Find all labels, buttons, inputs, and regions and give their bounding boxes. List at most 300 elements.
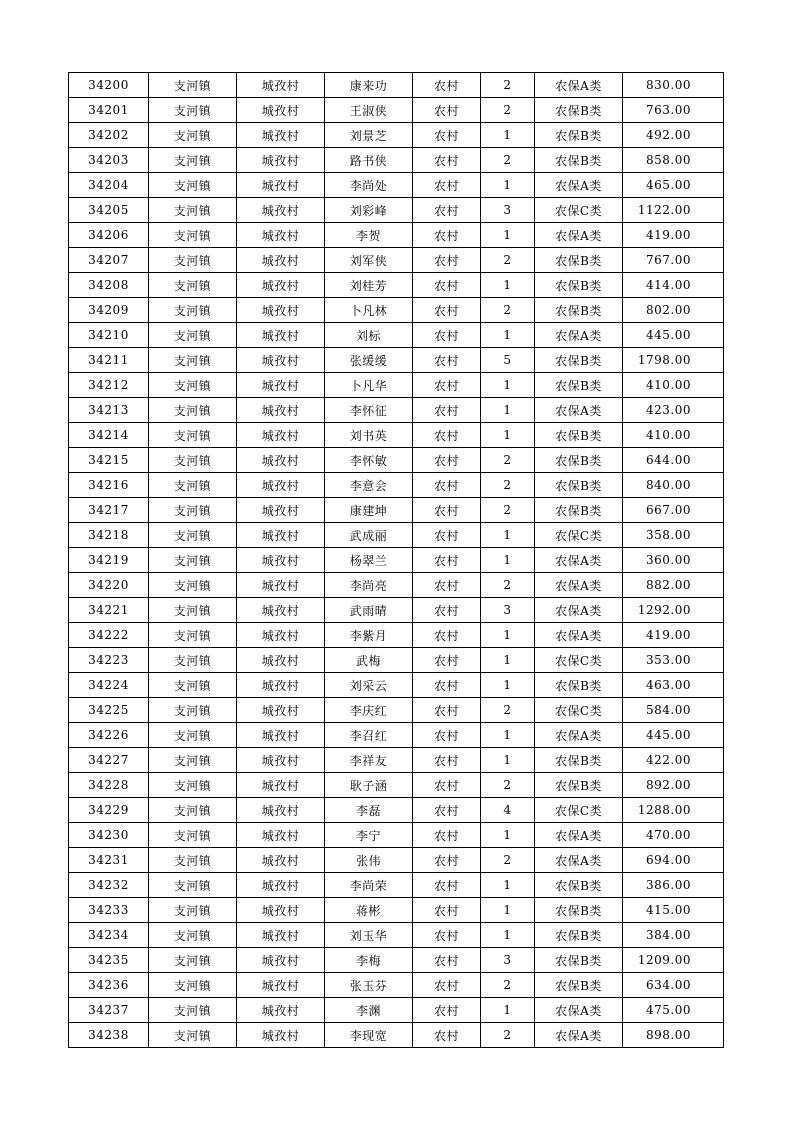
cell-town: 支河镇 — [149, 873, 237, 898]
cell-town: 支河镇 — [149, 723, 237, 748]
cell-record-id: 34223 — [69, 648, 149, 673]
cell-residence-type: 农村 — [413, 148, 481, 173]
cell-person-name: 李祥友 — [325, 748, 413, 773]
cell-record-id: 34220 — [69, 573, 149, 598]
cell-town: 支河镇 — [149, 98, 237, 123]
cell-residence-type: 农村 — [413, 998, 481, 1023]
cell-residence-type: 农村 — [413, 273, 481, 298]
cell-person-name: 刘彩峰 — [325, 198, 413, 223]
cell-residence-type: 农村 — [413, 73, 481, 98]
cell-residence-type: 农村 — [413, 373, 481, 398]
cell-household-count: 2 — [481, 973, 535, 998]
cell-record-id: 34228 — [69, 773, 149, 798]
table-row — [69, 848, 724, 873]
cell-insurance-class: 农保A类 — [535, 573, 623, 598]
cell-insurance-class: 农保B类 — [535, 348, 623, 373]
cell-amount: 584.00 — [623, 698, 724, 723]
cell-insurance-class: 农保A类 — [535, 223, 623, 248]
cell-village: 城孜村 — [237, 748, 325, 773]
cell-person-name: 武雨晴 — [325, 598, 413, 623]
cell-insurance-class: 农保A类 — [535, 1023, 623, 1048]
cell-record-id: 34230 — [69, 823, 149, 848]
cell-insurance-class: 农保C类 — [535, 523, 623, 548]
cell-insurance-class: 农保A类 — [535, 548, 623, 573]
table-row — [69, 348, 724, 373]
cell-town: 支河镇 — [149, 373, 237, 398]
cell-town: 支河镇 — [149, 548, 237, 573]
cell-person-name: 张缓缓 — [325, 348, 413, 373]
cell-town: 支河镇 — [149, 448, 237, 473]
cell-insurance-class: 农保C类 — [535, 698, 623, 723]
cell-person-name: 李渊 — [325, 998, 413, 1023]
cell-residence-type: 农村 — [413, 348, 481, 373]
cell-person-name: 刘标 — [325, 323, 413, 348]
cell-residence-type: 农村 — [413, 723, 481, 748]
cell-residence-type: 农村 — [413, 798, 481, 823]
cell-insurance-class: 农保B类 — [535, 773, 623, 798]
cell-record-id: 34203 — [69, 148, 149, 173]
table-row — [69, 748, 724, 773]
cell-household-count: 2 — [481, 698, 535, 723]
cell-person-name: 刘桂芳 — [325, 273, 413, 298]
cell-village: 城孜村 — [237, 298, 325, 323]
cell-record-id: 34235 — [69, 948, 149, 973]
cell-household-count: 2 — [481, 848, 535, 873]
cell-person-name: 刘景芝 — [325, 123, 413, 148]
cell-household-count: 1 — [481, 748, 535, 773]
cell-town: 支河镇 — [149, 773, 237, 798]
cell-town: 支河镇 — [149, 323, 237, 348]
cell-town: 支河镇 — [149, 173, 237, 198]
cell-town: 支河镇 — [149, 798, 237, 823]
cell-residence-type: 农村 — [413, 523, 481, 548]
cell-record-id: 34212 — [69, 373, 149, 398]
cell-village: 城孜村 — [237, 448, 325, 473]
cell-amount: 492.00 — [623, 123, 724, 148]
cell-village: 城孜村 — [237, 523, 325, 548]
cell-town: 支河镇 — [149, 73, 237, 98]
cell-person-name: 李尚处 — [325, 173, 413, 198]
cell-insurance-class: 农保B类 — [535, 748, 623, 773]
cell-record-id: 34219 — [69, 548, 149, 573]
cell-village: 城孜村 — [237, 73, 325, 98]
cell-town: 支河镇 — [149, 623, 237, 648]
cell-insurance-class: 农保B类 — [535, 498, 623, 523]
cell-amount: 465.00 — [623, 173, 724, 198]
cell-amount: 419.00 — [623, 223, 724, 248]
cell-amount: 898.00 — [623, 1023, 724, 1048]
cell-village: 城孜村 — [237, 273, 325, 298]
cell-person-name: 杨翠兰 — [325, 548, 413, 573]
cell-household-count: 1 — [481, 673, 535, 698]
cell-residence-type: 农村 — [413, 623, 481, 648]
cell-person-name: 康建坤 — [325, 498, 413, 523]
table-row — [69, 73, 724, 98]
cell-record-id: 34222 — [69, 623, 149, 648]
cell-town: 支河镇 — [149, 248, 237, 273]
cell-town: 支河镇 — [149, 673, 237, 698]
cell-residence-type: 农村 — [413, 898, 481, 923]
cell-village: 城孜村 — [237, 423, 325, 448]
table-row — [69, 448, 724, 473]
table-row — [69, 723, 724, 748]
cell-person-name: 耿子涵 — [325, 773, 413, 798]
cell-household-count: 1 — [481, 398, 535, 423]
cell-amount: 1292.00 — [623, 598, 724, 623]
cell-residence-type: 农村 — [413, 698, 481, 723]
table-row — [69, 998, 724, 1023]
cell-person-name: 李召红 — [325, 723, 413, 748]
cell-insurance-class: 农保A类 — [535, 173, 623, 198]
cell-record-id: 34224 — [69, 673, 149, 698]
cell-amount: 644.00 — [623, 448, 724, 473]
table-row — [69, 773, 724, 798]
cell-amount: 360.00 — [623, 548, 724, 573]
cell-household-count: 1 — [481, 423, 535, 448]
cell-record-id: 34216 — [69, 473, 149, 498]
cell-residence-type: 农村 — [413, 98, 481, 123]
cell-record-id: 34234 — [69, 923, 149, 948]
cell-person-name: 李尚荣 — [325, 873, 413, 898]
cell-town: 支河镇 — [149, 473, 237, 498]
cell-amount: 445.00 — [623, 323, 724, 348]
cell-insurance-class: 农保A类 — [535, 823, 623, 848]
cell-person-name: 武成丽 — [325, 523, 413, 548]
cell-town: 支河镇 — [149, 148, 237, 173]
cell-household-count: 2 — [481, 148, 535, 173]
cell-record-id: 34217 — [69, 498, 149, 523]
cell-person-name: 李现宽 — [325, 1023, 413, 1048]
cell-insurance-class: 农保B类 — [535, 298, 623, 323]
cell-person-name: 李梅 — [325, 948, 413, 973]
cell-household-count: 1 — [481, 623, 535, 648]
cell-household-count: 2 — [481, 473, 535, 498]
table-row — [69, 273, 724, 298]
cell-insurance-class: 农保C类 — [535, 798, 623, 823]
cell-household-count: 4 — [481, 798, 535, 823]
cell-household-count: 2 — [481, 448, 535, 473]
cell-insurance-class: 农保B类 — [535, 123, 623, 148]
cell-record-id: 34202 — [69, 123, 149, 148]
cell-person-name: 武梅 — [325, 648, 413, 673]
cell-record-id: 34229 — [69, 798, 149, 823]
cell-record-id: 34232 — [69, 873, 149, 898]
cell-town: 支河镇 — [149, 523, 237, 548]
cell-insurance-class: 农保A类 — [535, 848, 623, 873]
cell-insurance-class: 农保B类 — [535, 873, 623, 898]
table-row — [69, 248, 724, 273]
cell-residence-type: 农村 — [413, 823, 481, 848]
cell-insurance-class: 农保C类 — [535, 198, 623, 223]
table-row — [69, 473, 724, 498]
table-row — [69, 498, 724, 523]
cell-person-name: 卜凡林 — [325, 298, 413, 323]
table-row — [69, 373, 724, 398]
cell-insurance-class: 农保A类 — [535, 73, 623, 98]
cell-town: 支河镇 — [149, 998, 237, 1023]
cell-person-name: 刘采云 — [325, 673, 413, 698]
cell-town: 支河镇 — [149, 398, 237, 423]
cell-insurance-class: 农保C类 — [535, 648, 623, 673]
cell-village: 城孜村 — [237, 598, 325, 623]
cell-amount: 634.00 — [623, 973, 724, 998]
cell-village: 城孜村 — [237, 648, 325, 673]
cell-household-count: 3 — [481, 598, 535, 623]
cell-record-id: 34218 — [69, 523, 149, 548]
cell-record-id: 34236 — [69, 973, 149, 998]
cell-person-name: 李尚亮 — [325, 573, 413, 598]
cell-town: 支河镇 — [149, 923, 237, 948]
cell-household-count: 1 — [481, 273, 535, 298]
cell-person-name: 李怀敏 — [325, 448, 413, 473]
cell-amount: 445.00 — [623, 723, 724, 748]
cell-insurance-class: 农保A类 — [535, 323, 623, 348]
cell-insurance-class: 农保B类 — [535, 673, 623, 698]
table-row — [69, 948, 724, 973]
cell-household-count: 1 — [481, 898, 535, 923]
cell-residence-type: 农村 — [413, 298, 481, 323]
cell-person-name: 李紫月 — [325, 623, 413, 648]
table-row — [69, 698, 724, 723]
cell-amount: 767.00 — [623, 248, 724, 273]
cell-person-name: 李磊 — [325, 798, 413, 823]
cell-residence-type: 农村 — [413, 648, 481, 673]
cell-record-id: 34226 — [69, 723, 149, 748]
table-row — [69, 673, 724, 698]
cell-residence-type: 农村 — [413, 973, 481, 998]
table-row — [69, 223, 724, 248]
cell-amount: 667.00 — [623, 498, 724, 523]
table-row — [69, 173, 724, 198]
cell-town: 支河镇 — [149, 198, 237, 223]
cell-town: 支河镇 — [149, 598, 237, 623]
cell-town: 支河镇 — [149, 973, 237, 998]
cell-village: 城孜村 — [237, 348, 325, 373]
cell-household-count: 1 — [481, 873, 535, 898]
cell-household-count: 1 — [481, 998, 535, 1023]
cell-record-id: 34211 — [69, 348, 149, 373]
cell-village: 城孜村 — [237, 973, 325, 998]
table-row — [69, 148, 724, 173]
cell-town: 支河镇 — [149, 423, 237, 448]
cell-amount: 892.00 — [623, 773, 724, 798]
cell-residence-type: 农村 — [413, 873, 481, 898]
table-row — [69, 898, 724, 923]
cell-insurance-class: 农保B类 — [535, 973, 623, 998]
cell-record-id: 34205 — [69, 198, 149, 223]
cell-insurance-class: 农保B类 — [535, 948, 623, 973]
cell-residence-type: 农村 — [413, 223, 481, 248]
table-row — [69, 973, 724, 998]
table-row — [69, 823, 724, 848]
cell-village: 城孜村 — [237, 798, 325, 823]
cell-village: 城孜村 — [237, 898, 325, 923]
cell-town: 支河镇 — [149, 898, 237, 923]
cell-person-name: 康来功 — [325, 73, 413, 98]
cell-residence-type: 农村 — [413, 423, 481, 448]
cell-record-id: 34204 — [69, 173, 149, 198]
cell-amount: 470.00 — [623, 823, 724, 848]
cell-record-id: 34213 — [69, 398, 149, 423]
cell-household-count: 2 — [481, 98, 535, 123]
cell-village: 城孜村 — [237, 148, 325, 173]
cell-amount: 422.00 — [623, 748, 724, 773]
cell-residence-type: 农村 — [413, 948, 481, 973]
cell-amount: 463.00 — [623, 673, 724, 698]
cell-residence-type: 农村 — [413, 598, 481, 623]
table-row — [69, 398, 724, 423]
cell-person-name: 李怀征 — [325, 398, 413, 423]
cell-amount: 882.00 — [623, 573, 724, 598]
cell-village: 城孜村 — [237, 398, 325, 423]
cell-amount: 763.00 — [623, 98, 724, 123]
table-row — [69, 198, 724, 223]
records-table-body — [69, 73, 724, 1048]
cell-village: 城孜村 — [237, 773, 325, 798]
cell-village: 城孜村 — [237, 823, 325, 848]
cell-residence-type: 农村 — [413, 748, 481, 773]
cell-record-id: 34225 — [69, 698, 149, 723]
cell-person-name: 李庆红 — [325, 698, 413, 723]
cell-record-id: 34227 — [69, 748, 149, 773]
cell-record-id: 34221 — [69, 598, 149, 623]
cell-record-id: 34214 — [69, 423, 149, 448]
cell-household-count: 1 — [481, 223, 535, 248]
cell-residence-type: 农村 — [413, 173, 481, 198]
table-row — [69, 423, 724, 448]
cell-village: 城孜村 — [237, 723, 325, 748]
cell-record-id: 34237 — [69, 998, 149, 1023]
cell-amount: 410.00 — [623, 373, 724, 398]
table-row — [69, 323, 724, 348]
cell-person-name: 张玉芬 — [325, 973, 413, 998]
cell-record-id: 34233 — [69, 898, 149, 923]
cell-insurance-class: 农保A类 — [535, 598, 623, 623]
cell-town: 支河镇 — [149, 273, 237, 298]
cell-amount: 1122.00 — [623, 198, 724, 223]
table-row — [69, 98, 724, 123]
cell-village: 城孜村 — [237, 923, 325, 948]
table-row — [69, 298, 724, 323]
cell-village: 城孜村 — [237, 873, 325, 898]
table-row — [69, 573, 724, 598]
cell-residence-type: 农村 — [413, 198, 481, 223]
cell-record-id: 34209 — [69, 298, 149, 323]
cell-amount: 423.00 — [623, 398, 724, 423]
cell-household-count: 5 — [481, 348, 535, 373]
table-row — [69, 623, 724, 648]
cell-village: 城孜村 — [237, 998, 325, 1023]
cell-household-count: 1 — [481, 923, 535, 948]
cell-residence-type: 农村 — [413, 1023, 481, 1048]
cell-residence-type: 农村 — [413, 398, 481, 423]
cell-village: 城孜村 — [237, 848, 325, 873]
cell-village: 城孜村 — [237, 548, 325, 573]
cell-household-count: 3 — [481, 198, 535, 223]
table-row — [69, 598, 724, 623]
cell-village: 城孜村 — [237, 373, 325, 398]
cell-amount: 830.00 — [623, 73, 724, 98]
cell-amount: 694.00 — [623, 848, 724, 873]
cell-household-count: 1 — [481, 123, 535, 148]
cell-person-name: 张伟 — [325, 848, 413, 873]
cell-insurance-class: 农保B类 — [535, 448, 623, 473]
cell-town: 支河镇 — [149, 1023, 237, 1048]
cell-amount: 475.00 — [623, 998, 724, 1023]
cell-household-count: 1 — [481, 823, 535, 848]
cell-town: 支河镇 — [149, 223, 237, 248]
cell-residence-type: 农村 — [413, 323, 481, 348]
cell-person-name: 刘书英 — [325, 423, 413, 448]
cell-village: 城孜村 — [237, 173, 325, 198]
cell-household-count: 1 — [481, 323, 535, 348]
cell-residence-type: 农村 — [413, 923, 481, 948]
cell-record-id: 34207 — [69, 248, 149, 273]
cell-village: 城孜村 — [237, 323, 325, 348]
cell-village: 城孜村 — [237, 248, 325, 273]
cell-village: 城孜村 — [237, 123, 325, 148]
cell-amount: 384.00 — [623, 923, 724, 948]
records-table — [68, 72, 724, 1048]
cell-village: 城孜村 — [237, 673, 325, 698]
cell-household-count: 2 — [481, 298, 535, 323]
cell-insurance-class: 农保B类 — [535, 248, 623, 273]
cell-town: 支河镇 — [149, 698, 237, 723]
table-row — [69, 548, 724, 573]
cell-residence-type: 农村 — [413, 773, 481, 798]
cell-insurance-class: 农保B类 — [535, 98, 623, 123]
cell-household-count: 2 — [481, 1023, 535, 1048]
table-row — [69, 923, 724, 948]
cell-insurance-class: 农保B类 — [535, 148, 623, 173]
cell-amount: 1209.00 — [623, 948, 724, 973]
cell-residence-type: 农村 — [413, 573, 481, 598]
cell-village: 城孜村 — [237, 223, 325, 248]
cell-household-count: 2 — [481, 73, 535, 98]
cell-amount: 840.00 — [623, 473, 724, 498]
cell-village: 城孜村 — [237, 573, 325, 598]
cell-residence-type: 农村 — [413, 448, 481, 473]
cell-residence-type: 农村 — [413, 123, 481, 148]
cell-residence-type: 农村 — [413, 673, 481, 698]
table-row — [69, 1023, 724, 1048]
cell-town: 支河镇 — [149, 648, 237, 673]
cell-record-id: 34208 — [69, 273, 149, 298]
cell-household-count: 1 — [481, 723, 535, 748]
cell-amount: 358.00 — [623, 523, 724, 548]
cell-amount: 353.00 — [623, 648, 724, 673]
cell-town: 支河镇 — [149, 748, 237, 773]
table-row — [69, 648, 724, 673]
table-row — [69, 123, 724, 148]
cell-amount: 415.00 — [623, 898, 724, 923]
cell-household-count: 1 — [481, 548, 535, 573]
cell-amount: 419.00 — [623, 623, 724, 648]
table-row — [69, 873, 724, 898]
cell-household-count: 2 — [481, 248, 535, 273]
cell-village: 城孜村 — [237, 198, 325, 223]
cell-record-id: 34215 — [69, 448, 149, 473]
cell-household-count: 3 — [481, 948, 535, 973]
cell-village: 城孜村 — [237, 98, 325, 123]
cell-household-count: 2 — [481, 773, 535, 798]
cell-insurance-class: 农保B类 — [535, 423, 623, 448]
cell-village: 城孜村 — [237, 473, 325, 498]
cell-amount: 386.00 — [623, 873, 724, 898]
cell-amount: 858.00 — [623, 148, 724, 173]
cell-amount: 1798.00 — [623, 348, 724, 373]
cell-village: 城孜村 — [237, 498, 325, 523]
